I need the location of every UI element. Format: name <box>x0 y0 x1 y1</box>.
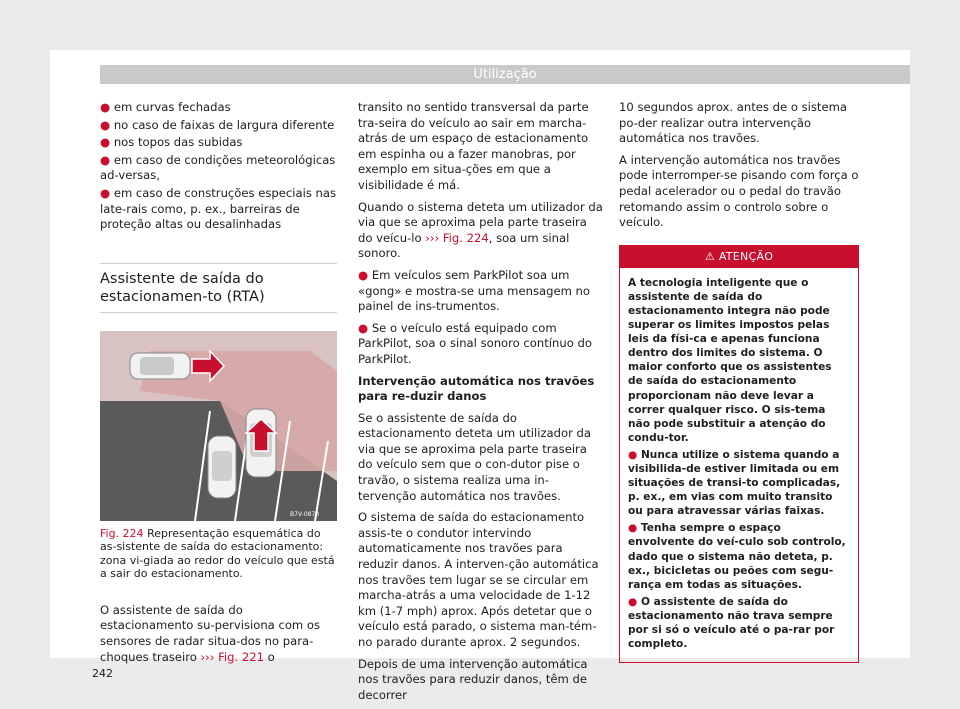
warning-text: A tecnologia inteligente que o assistente de saída do estacionamento integra não pode superar os limites impostos pelas leis da físi-ca e apenas funciona dentro dos limites do sistema. O maior conforto que os assistentes de saída do estacionamento proporcionam não deve levar a correr qualquer risco. O sis-tema não pode substituir a atenção do condu-tor. <box>628 276 832 444</box>
figure-illustration <box>100 331 337 521</box>
list-item: ● Em veículos sem ParkPilot soa um «gong» e mostra-se uma mensagem no painel de ins-trumentos. <box>358 267 590 314</box>
warning-body <box>620 268 858 662</box>
bullet-icon: ● <box>100 135 114 150</box>
list-item: ● em curvas fechadas <box>100 100 231 114</box>
bullet-icon: ● <box>100 152 114 167</box>
figure-link[interactable]: ››› Fig. 221 <box>200 649 264 664</box>
list-item: ● em caso de condições meteorológicas ad-versas, <box>100 152 336 183</box>
warning-header: ⚠ ATENÇÃO <box>620 246 858 268</box>
list-item: ● no caso de faixas de largura diferente <box>100 117 335 132</box>
subheading: Intervenção automática nos travões para re-duzir danos <box>358 373 595 404</box>
list-item: ● em caso de construções especiais nas late-rais como, p. ex., barreiras de proteção altas ou desalinhadas <box>100 185 337 232</box>
bullet-icon: ● <box>100 117 114 132</box>
paragraph: 10 segundos aprox. antes de o sistema po-der realizar outra intervenção automática nos travões. <box>619 100 847 146</box>
warning-item: ● Tenha sempre o espaço envolvente do veí-culo sob controlo, dado que o sistema não deteta, p. ex., bicicletas ou peões com segu-rança em todas as situações. <box>628 522 846 591</box>
bullet-icon: ● <box>628 448 641 461</box>
paragraph: Depois de uma intervenção automática nos travões para reduzir danos, têm de decorrer <box>358 656 588 702</box>
paragraph: Quando o sistema deteta um utilizador da via que se aproxima pela parte traseira do veícu-lo ››› Fig. 224, soa um sinal sonoro. <box>358 199 603 261</box>
section-title: Assistente de saída do estacionamen-to (RTA) <box>100 270 265 305</box>
parking-diagram <box>100 331 337 521</box>
warning-triangle-icon: ⚠ <box>704 249 719 263</box>
bullet-icon: ● <box>100 185 114 200</box>
figure-link[interactable]: ››› Fig. 224 <box>425 230 489 245</box>
figure-code: B7V-0873 <box>290 510 320 518</box>
warning-item: ● O assistente de saída do estacionamento não trava sempre por si só o veículo até o pa-rar por completo. <box>628 595 835 651</box>
figure-caption: Fig. 224 Representação esquemática do as-sistente de saída do estacionamento: zona vi-giada ao redor do veículo que está a sair do estacionamento. <box>100 526 335 581</box>
list-item: ● nos topos das subidas <box>100 135 243 150</box>
paragraph: Se o assistente de saída do estacionamento deteta um utilizador da via que se aproxima pela parte traseira do veículo sem que o con-dutor pise o travão, o sistema realiza uma in-tervenção automática nos travões. <box>358 410 592 503</box>
bullet-icon: ● <box>628 595 641 608</box>
column-3 <box>619 100 859 663</box>
paragraph: A intervenção automática nos travões pode interromper-se pisando com força o pedal acelerador ou o pedal do travão retomando assim o controlo sobre o veículo. <box>619 152 859 230</box>
warning-item: ● Nunca utilize o sistema quando a visibilida-de estiver limitada ou em situações de transi-to complicadas, p. ex., em vias com muito transito ou para atravessar várias faixas. <box>628 448 841 518</box>
bullet-icon: ● <box>628 522 641 535</box>
column-1 <box>100 100 337 671</box>
page-number: 242 <box>92 667 113 680</box>
paragraph: O sistema de saída do estacionamento assis-te o condutor intervindo automaticamente nos travões para reduzir danos. A interven-ção automática nos travões tem lugar se se circular em marcha-atrás a uma velocidade de 1-12 km (1-7 mph) aprox. Após detetar que o veículo está parado, o sistema man-tém-no parado durante aprox. 2 segundos. <box>358 510 599 649</box>
list-item: ● Se o veículo está equipado com ParkPilot, soa o sinal sonoro contínuo do ParkPilot. <box>358 320 592 366</box>
bullet-icon: ● <box>358 267 372 282</box>
section-heading-box <box>100 263 337 313</box>
paragraph: O assistente de saída do estacionamento su-pervisiona com os sensores de radar situa-dos no para-choques traseiro ››› Fig. 221 o <box>100 602 321 664</box>
bullet-icon: ● <box>100 100 114 114</box>
warning-box <box>619 245 859 663</box>
column-2 <box>358 100 603 709</box>
running-header: Utilização <box>100 65 910 84</box>
page <box>50 50 910 702</box>
paragraph: transito no sentido transversal da parte tra-seira do veículo ao sair em marcha-atrás de um espaço de estacionamento em espinha ou a fazer manobras, por exemplo em situa-ções em que a visibilidade é má. <box>358 100 589 192</box>
bullet-icon: ● <box>358 320 372 335</box>
